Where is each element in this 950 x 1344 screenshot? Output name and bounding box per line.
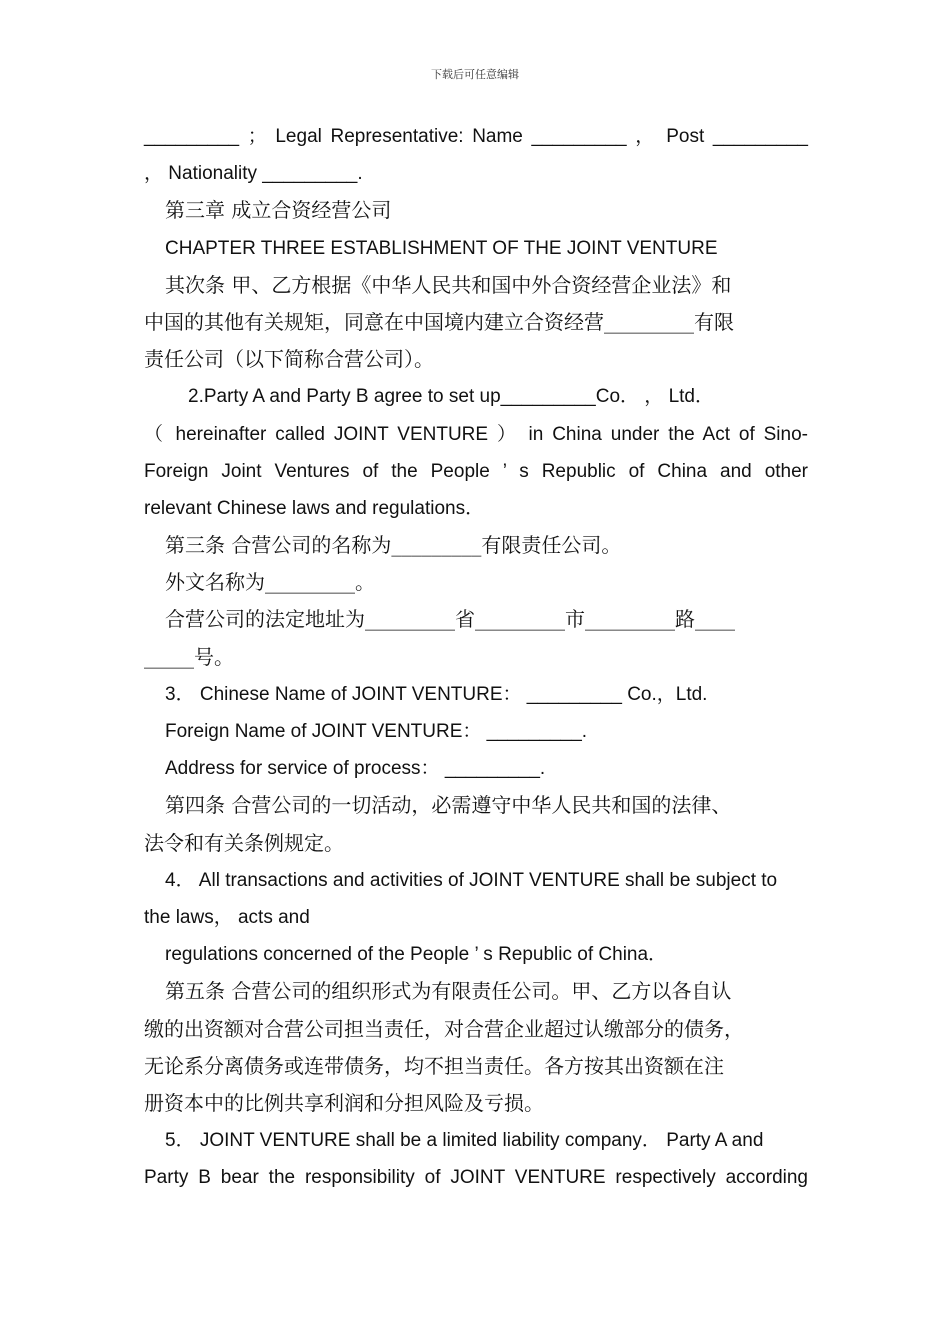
- text-line: 第五条 合营公司的组织形式为有限责任公司。甲、乙方以各自认: [165, 979, 732, 1004]
- text-line: the laws， acts and: [144, 906, 310, 928]
- text-line: 2.Party A and Party B agree to set up_________Co． ， Ltd．: [188, 386, 714, 408]
- text-line: Party B bear the responsibility of JOINT VENTURE respectively according: [144, 1167, 808, 1189]
- text-line: ， Nationality _________.: [144, 163, 363, 185]
- text-line: 册资本中的比例共享利润和分担风险及亏损。: [144, 1090, 544, 1115]
- text-line: 3． Chinese Name of JOINT VENTURE： _________ Co.，Ltd.: [165, 683, 708, 705]
- text-line: （ hereinafter called JOINT VENTURE ） in China under the Act of Sino-: [144, 423, 808, 445]
- text-line: 法令和有关条例规定。: [144, 830, 344, 855]
- text-line: Foreign Name of JOINT VENTURE： _________.: [165, 721, 588, 742]
- text-line: Foreign Joint Ventures of the People ’ s Republic of China and other: [144, 460, 808, 482]
- text-line: 外文名称为_________。: [165, 570, 375, 595]
- text-line: 无论系分离债务或连带债务，均不担当责任。各方按其出资额在注: [144, 1053, 724, 1078]
- text-line: regulations concerned of the People ’ s Republic of China．: [165, 944, 668, 966]
- text-line: 中国的其他有关规矩，同意在中国境内建立合资经营_________有限: [144, 309, 734, 334]
- text-line: relevant Chinese laws and regulations．: [144, 497, 485, 519]
- text-line: _____号。: [144, 644, 234, 669]
- text-line: 5． JOINT VENTURE shall be a limited liability company． Party A and: [165, 1130, 764, 1152]
- text-line: 责任公司（以下简称合营公司）。: [144, 347, 434, 372]
- page-header: 下载后可任意编辑: [431, 68, 519, 81]
- text-line: 4． All transactions and activities of JOINT VENTURE shall be subject to: [165, 869, 778, 891]
- text-line: 第三条 合营公司的名称为_________有限责任公司。: [165, 533, 622, 558]
- chapter-title-zh: 第三章 成立合资经营公司: [165, 198, 392, 223]
- text-line: _________ ； Legal Representative: Name _________ ， Post _________: [144, 126, 808, 147]
- text-line: Address for service of process： _________.: [165, 758, 546, 780]
- chapter-title-en: CHAPTER THREE ESTABLISHMENT OF THE JOINT VENTURE: [165, 237, 718, 259]
- text-line: 合营公司的法定地址为_________省_________市_________路____: [165, 607, 735, 632]
- text-line: 缴的出资额对合营公司担当责任，对合营企业超过认缴部分的债务，: [144, 1016, 744, 1041]
- document-body: [144, 118, 808, 1196]
- text-line: 其次条 甲、乙方根据《中华人民共和国中外合资经营企业法》和: [165, 272, 732, 297]
- text-line: 第四条 合营公司的一切活动，必需遵守中华人民共和国的法律、: [165, 793, 732, 818]
